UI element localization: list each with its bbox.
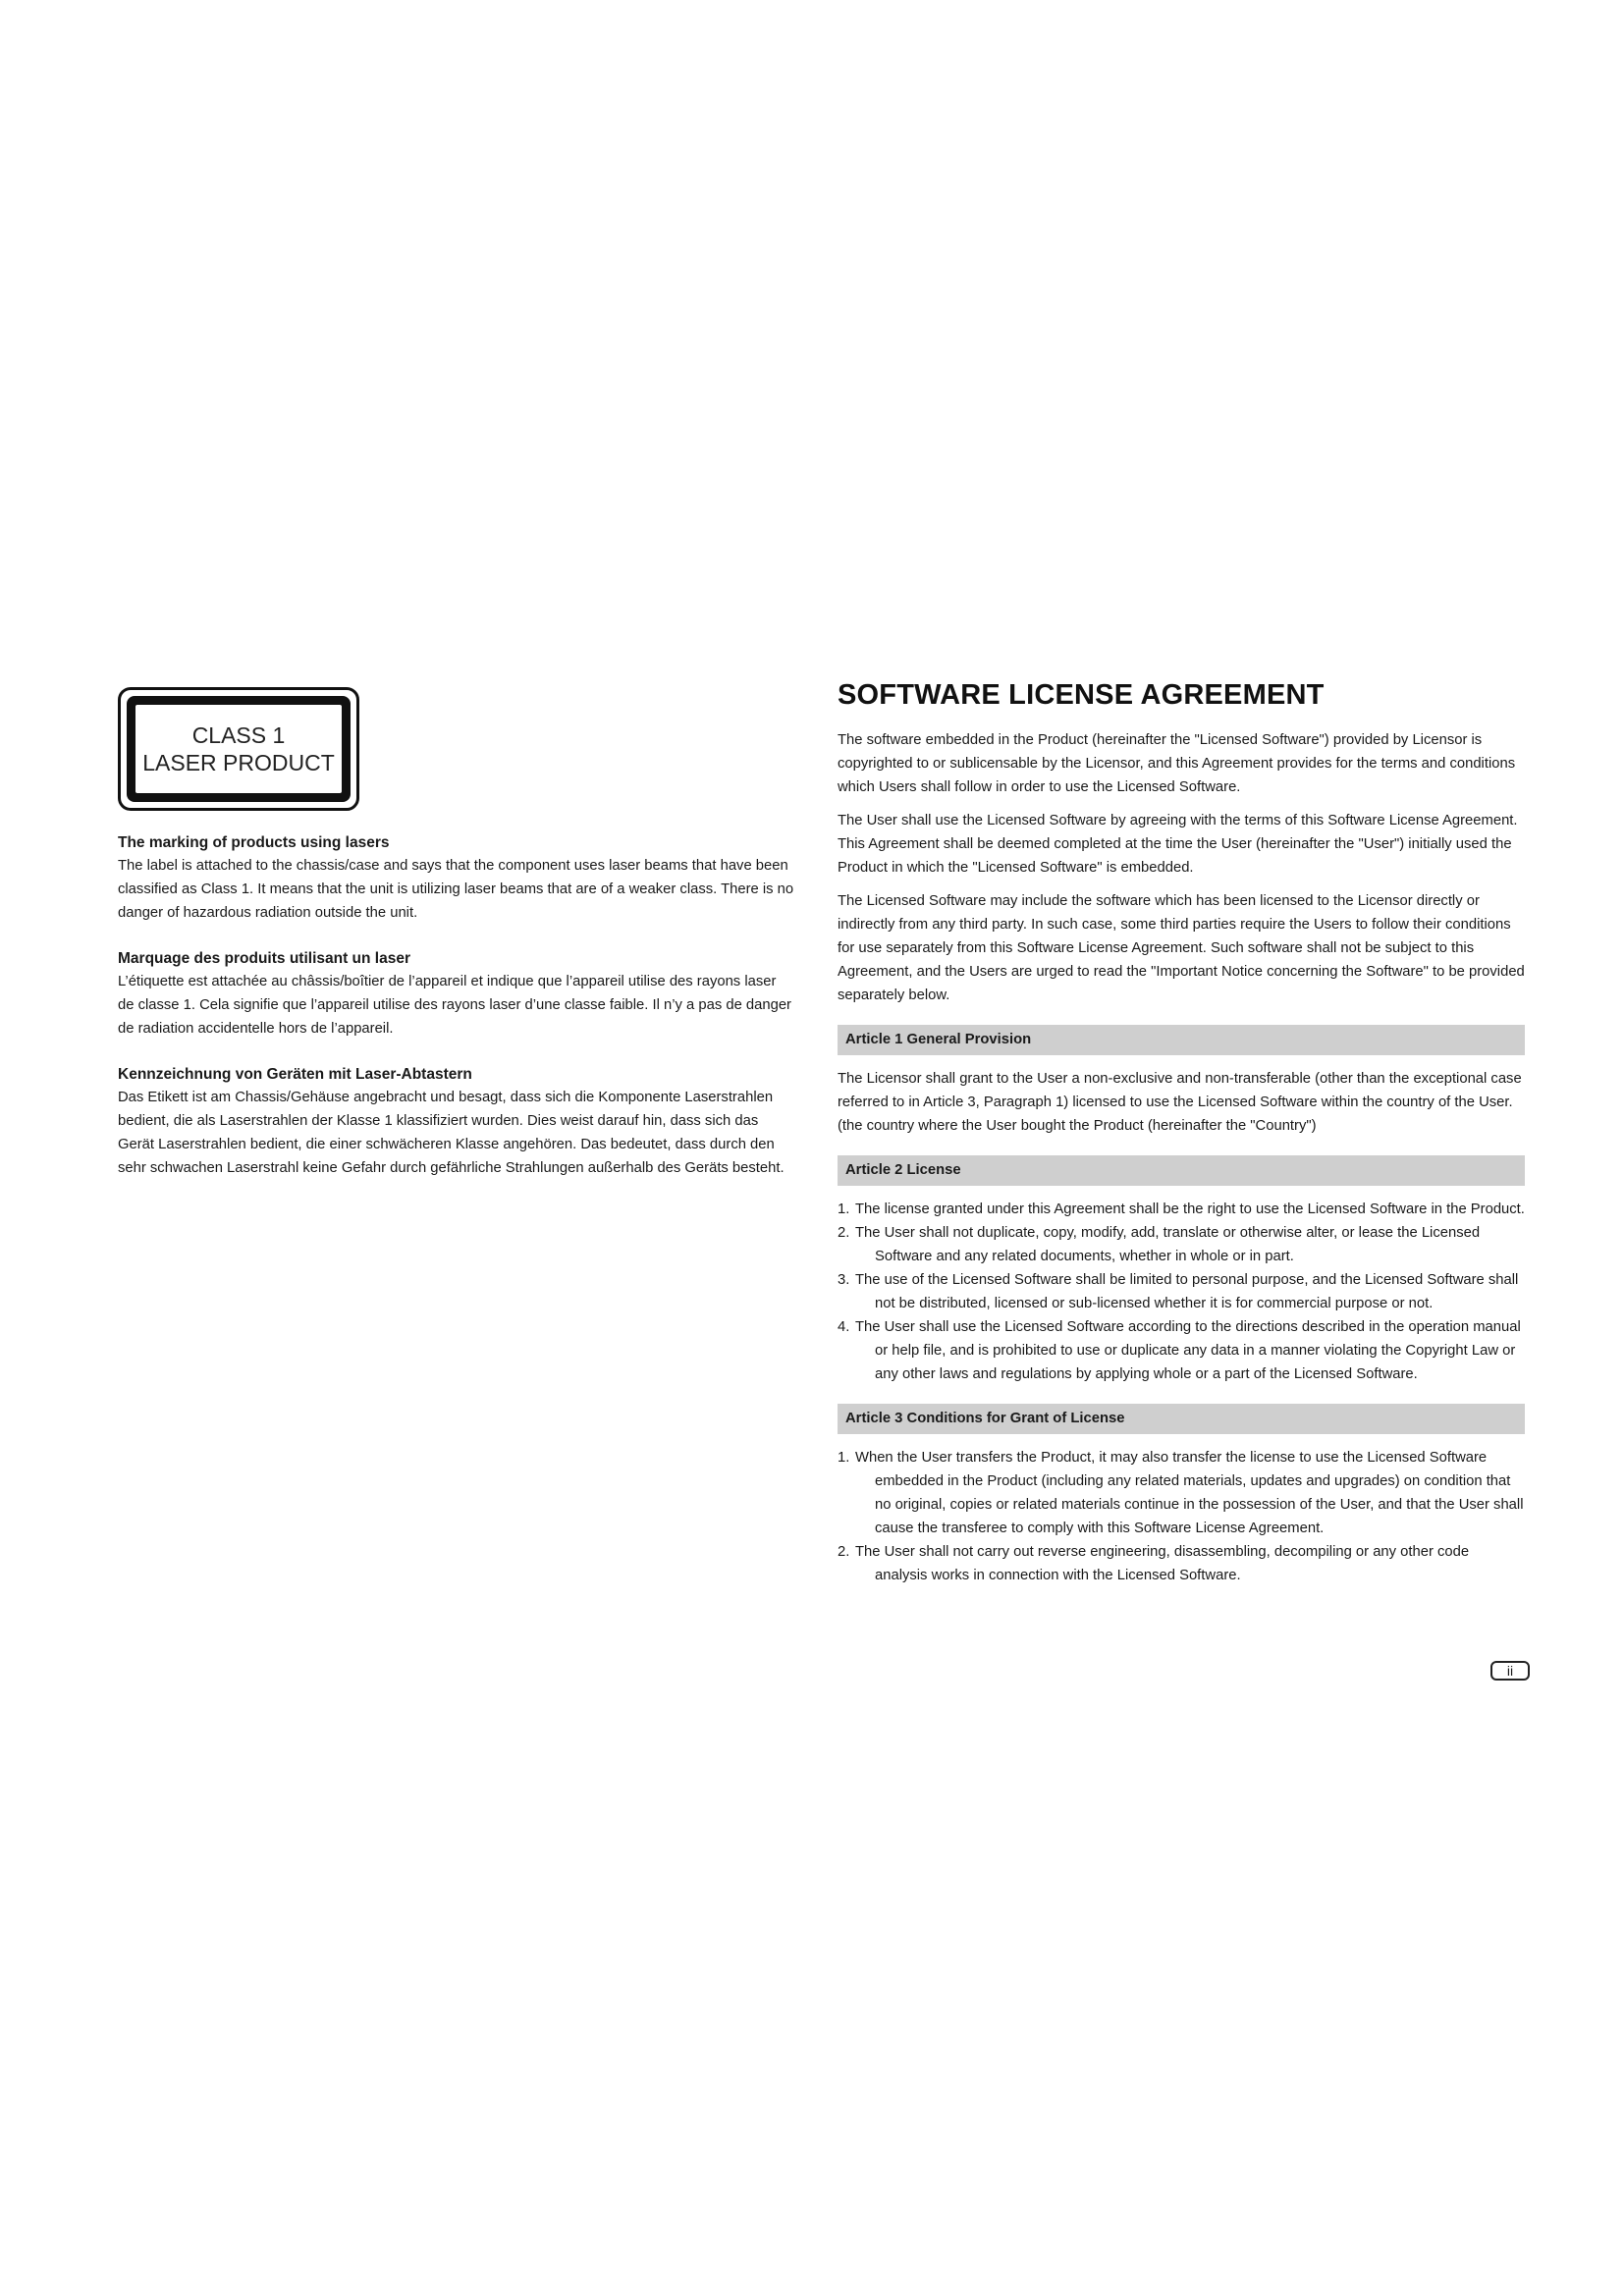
article-1-text: The Licensor shall grant to the User a non-exclusive and non-transferable (other than the exceptional case referred to in Article 3, Paragraph 1) licensed to use the Licensed Software within the country of the User. (the country where the User bought the Product (hereinafter the "Country") [838, 1071, 1522, 1134]
laser-class-label [118, 687, 359, 811]
left-column [118, 687, 795, 1180]
list-item: 2. The User shall not carry out reverse engineering, disassembling, decompiling or any other code analysis works in connection with the Licensed Software. [838, 1544, 1470, 1583]
page-title: SOFTWARE LICENSE AGREEMENT [838, 679, 1325, 711]
section-text: Das Etikett ist am Chassis/Gehäuse angebracht und besagt, dass sich die Komponente Laserstrahlen bedient, die als Laserstrahlen der Klasse 1 klassifiziert wurden. Dies weist darauf hin, dass sich das Gerät Laserstrahlen bedient, die einer schwächeren Klasse angehören. Das bedeutet, dass durch den sehr schwachen Laserstrahl keine Gefahr durch gefährliche Strahlungen außerhalb des Geräts besteht. [118, 1090, 785, 1176]
article-2-list [838, 1198, 1525, 1386]
page-number: ii [1490, 1661, 1530, 1681]
intro-paragraph: The software embedded in the Product (hereinafter the "Licensed Software") provided by Licensor is copyrighted to or sublicensable by the Licensor, and this Agreement provides for the terms and conditions which Users shall follow in order to use the Licensed Software. [838, 732, 1516, 795]
list-item: 4. The User shall use the Licensed Software according to the directions described in the operation manual or help file, and is prohibited to use or duplicate any data in a manner violating the Copyright Law or any other laws and regulations by applying whole or a part of the Licensed Software. [838, 1319, 1521, 1382]
intro-paragraph: The User shall use the Licensed Software by agreeing with the terms of this Software License Agreement. This Agreement shall be deemed completed at the time the User (hereinafter the "User") initially used the Product in which the "Licensed Software" is embedded. [838, 813, 1518, 876]
laser-notices [118, 832, 795, 1180]
intro-paragraph: The Licensed Software may include the software which has been licensed to the Licensor directly or indirectly from any third party. In such case, some third parties require the Users to follow their conditions for use separately from this Software License Agreement. Such software shall not be subject to this Agreement, and the Users are urged to read the "Important Notice concerning the Software" to be provided separately below. [838, 893, 1525, 1003]
list-item: 1. When the User transfers the Product, it may also transfer the license to use the Licensed Software embedded in the Product (including any related materials, updates and upgrades) on condition that no original, copies or related materials continue in the possession of the User, and that the User shall cause the transferee to comply with this Software License Agreement. [838, 1450, 1524, 1536]
list-item: 3. The use of the Licensed Software shall be limited to personal purpose, and the Licensed Software shall not be distributed, licensed or sub-licensed whether it is for commercial purpose or not. [838, 1272, 1519, 1311]
section-heading: The marking of products using lasers [118, 834, 390, 851]
laser-notice-french [118, 948, 795, 1041]
right-column [838, 677, 1525, 1587]
laser-label-line1: CLASS 1 [191, 722, 286, 748]
laser-notice-german [118, 1064, 795, 1180]
section-text: L’étiquette est attachée au châssis/boîtier de l’appareil et indique que l’appareil utilise des rayons laser de classe 1. Cela signifie que l’appareil utilise des rayons laser d’une classe faible. Il n’y a pas de danger de radiation accidentelle hors de l’appareil. [118, 974, 791, 1037]
article-3-heading: Article 3 Conditions for Grant of License [838, 1404, 1525, 1434]
laser-notice-english [118, 832, 795, 925]
list-item: 2. The User shall not duplicate, copy, modify, add, translate or otherwise alter, or lease the Licensed Software and any related documents, whether in whole or in part. [838, 1225, 1481, 1264]
article-3-list [838, 1446, 1525, 1587]
section-heading: Marquage des produits utilisant un laser [118, 950, 410, 967]
section-text: The label is attached to the chassis/case and says that the component uses laser beams that have been classified as Class 1. It means that the unit is utilizing laser beams that are of a weaker class. There is no danger of hazardous radiation outside the unit. [118, 858, 794, 921]
section-heading: Kennzeichnung von Geräten mit Laser-Abtastern [118, 1066, 472, 1083]
list-item: 1. The license granted under this Agreement shall be the right to use the Licensed Software in the Product. [838, 1201, 1525, 1217]
laser-label-line2: LASER PRODUCT [142, 750, 335, 775]
article-2-heading: Article 2 License [838, 1155, 1525, 1186]
article-1-heading: Article 1 General Provision [838, 1025, 1525, 1055]
